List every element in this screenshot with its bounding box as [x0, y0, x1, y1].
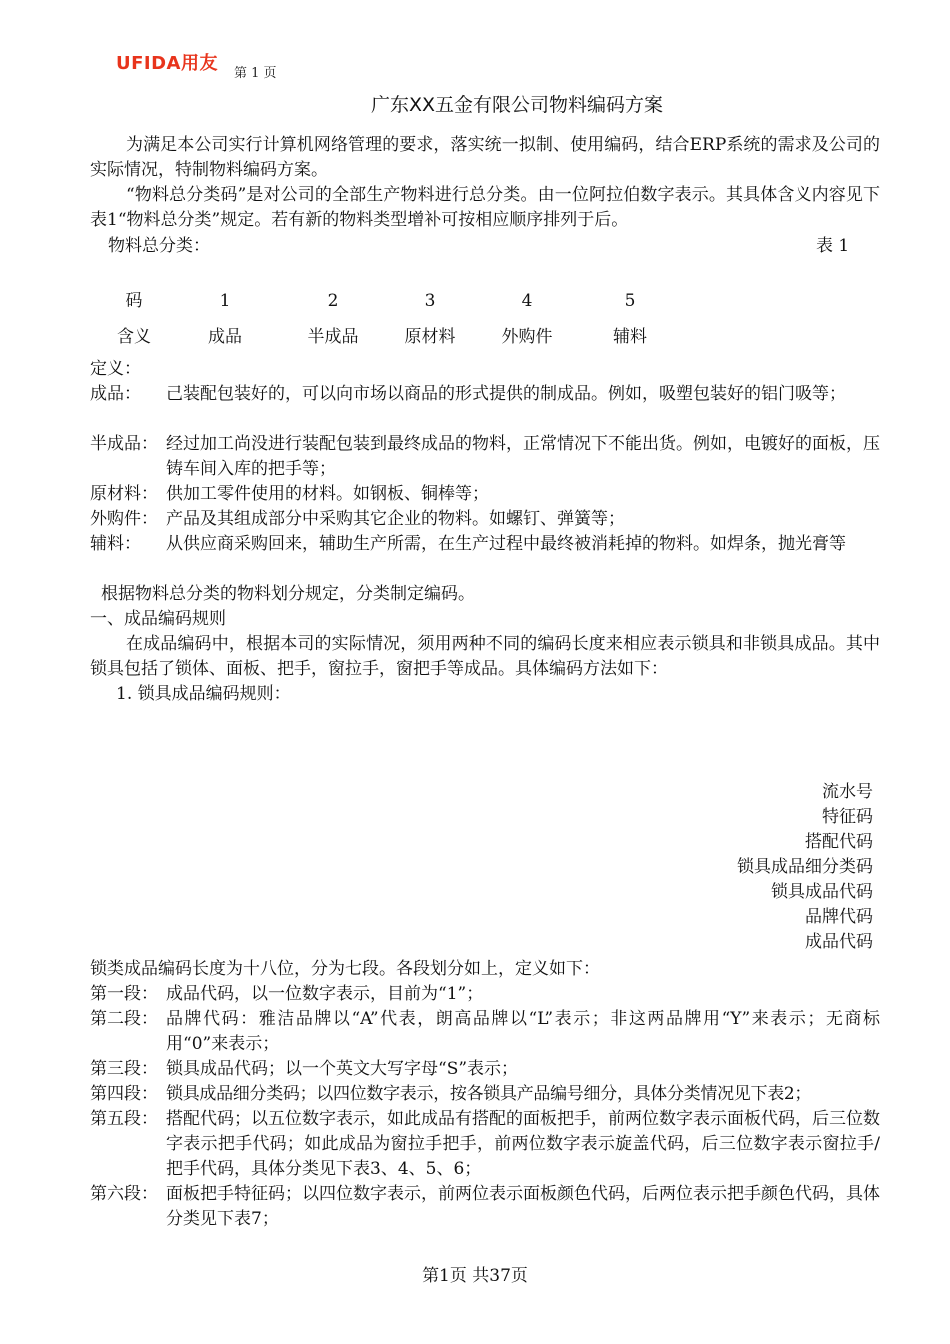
- segment-term-6: 第六段：: [90, 1184, 158, 1204]
- segment-term-3: 第三段：: [90, 1059, 158, 1079]
- table1-number: 表 1: [816, 236, 850, 256]
- definition-term-raw: 原材料：: [90, 484, 158, 504]
- segment-term-5: 第五段：: [90, 1109, 158, 1129]
- definitions-heading: 定义：: [90, 359, 141, 379]
- code-label-finished: 成品代码: [805, 932, 873, 952]
- table1-meaning-1: 成品: [208, 327, 242, 347]
- table1-meaning-5: 辅料: [613, 327, 647, 347]
- table1-meaning-label: 含义: [117, 327, 151, 347]
- document-title: 广东XX五金有限公司物料编码方案: [370, 94, 664, 116]
- section1-subheading: 1. 锁具成品编码规则：: [116, 684, 291, 704]
- code-label-serial: 流水号: [822, 782, 873, 802]
- definition-text-semi: 经过加工尚没进行装配包装到最终成品的物料，正常情况下不能出货。例如，电镀好的面板，压铸车间入库的把手等；: [166, 434, 880, 479]
- intro-paragraph-1: 为满足本公司实行计算机网络管理的要求，落实统一拟制、使用编码，结合ERP系统的需求及公司的实际情况，特制物料编码方案。: [90, 135, 880, 180]
- after-definitions-text: 根据物料总分类的物料划分规定，分类制定编码。: [101, 584, 475, 604]
- segment-text-5: 搭配代码；以五位数字表示，如此成品有搭配的面板把手，前两位数字表示面板代码，后三位数字表示把手代码；如此成品为窗拉手把手，前两位数字表示旋盖代码，后三位数字表示窗拉手/把手代码，具体分类见下表3、4、5、6；: [166, 1109, 880, 1179]
- definition-term-purchased: 外购件：: [90, 509, 158, 529]
- definition-text-finished: 己装配包装好的，可以向市场以商品的形式提供的制成品。例如，吸塑包装好的铝门吸等；: [166, 384, 846, 404]
- table1-meaning-3: 原材料: [404, 327, 456, 347]
- ufida-logo: [116, 52, 218, 74]
- code-label-feature: 特征码: [822, 807, 873, 827]
- definition-term-auxiliary: 辅料：: [90, 534, 141, 554]
- segment-term-4: 第四段：: [90, 1084, 158, 1104]
- segment-text-2: 品牌代码：雅洁品牌以“A”代表，朗高品牌以“L”表示；非这两品牌用“Y”来表示；无商标用“0”来表示；: [166, 1009, 880, 1054]
- code-label-matching: 搭配代码: [805, 832, 873, 852]
- table1-code-1: 1: [219, 291, 231, 311]
- definition-text-purchased: 产品及其组成部分中采购其它企业的物料。如螺钉、弹簧等；: [166, 509, 625, 529]
- definition-text-raw: 供加工零件使用的材料。如钢板、铜棒等；: [166, 484, 489, 504]
- code-label-brand: 品牌代码: [805, 907, 873, 927]
- segment-term-2: 第二段：: [90, 1009, 158, 1029]
- code-label-lock-product: 锁具成品代码: [771, 882, 873, 902]
- table1-meaning-4: 外购件: [501, 327, 553, 347]
- segments-intro: 锁类成品编码长度为十八位，分为七段。各段划分如上，定义如下：: [90, 959, 600, 979]
- header-page-label: 第 1 页: [234, 66, 277, 81]
- definition-term-finished: 成品：: [90, 384, 141, 404]
- page-footer: 第1页 共37页: [422, 1266, 528, 1286]
- segment-text-1: 成品代码，以一位数字表示，目前为“1”；: [166, 984, 484, 1004]
- table1-caption: 物料总分类：: [108, 236, 210, 256]
- definition-term-semi: 半成品：: [90, 434, 158, 454]
- segment-term-1: 第一段：: [90, 984, 158, 1004]
- table1-code-4: 4: [521, 291, 533, 311]
- section1-heading: 一、成品编码规则: [90, 609, 226, 629]
- section1-paragraph: 在成品编码中，根据本司的实际情况，须用两种不同的编码长度来相应表示锁具和非锁具成品。其中锁具包括了锁体、面板、把手，窗拉手，窗把手等成品。具体编码方法如下：: [90, 634, 880, 679]
- logo-text: UFIDA用友: [116, 53, 218, 74]
- table1-code-label: 码: [125, 291, 143, 311]
- intro-paragraph-2: “物料总分类码”是对公司的全部生产物料进行总分类。由一位阿拉伯数字表示。其具体含义内容见下表1“物料总分类”规定。若有新的物料类型增补可按相应顺序排列于后。: [90, 185, 880, 230]
- segment-text-3: 锁具成品代码；以一个英文大写字母“S”表示；: [166, 1059, 519, 1079]
- code-label-subclass: 锁具成品细分类码: [737, 857, 873, 877]
- table1-code-3: 3: [424, 291, 436, 311]
- segment-text-6: 面板把手特征码；以四位数字表示，前两位表示面板颜色代码，后两位表示把手颜色代码，具体分类见下表7；: [166, 1184, 880, 1229]
- table1-code-5: 5: [624, 291, 636, 311]
- definition-text-auxiliary: 从供应商采购回来，辅助生产所需，在生产过程中最终被消耗掉的物料。如焊条，抛光膏等: [166, 534, 846, 554]
- segment-text-4: 锁具成品细分类码；以四位数字表示，按各锁具产品编号细分，具体分类情况见下表2；: [166, 1084, 812, 1104]
- table1-meaning-2: 半成品: [307, 327, 359, 347]
- table1-code-2: 2: [327, 291, 339, 311]
